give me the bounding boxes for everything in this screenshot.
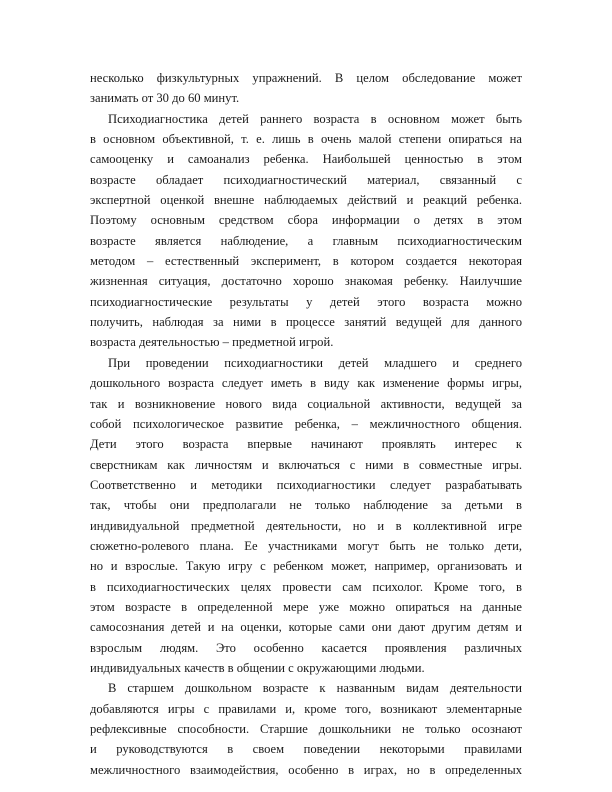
text-line: Соответственно и методики психодиагностики следует разрабатывать	[90, 477, 522, 492]
text-line: дошкольного возраста следует иметь в виду как изменение формы игры,	[90, 376, 522, 391]
text-line: самосознания детей и на оценки, которые сами они дают другим детям и	[90, 620, 522, 635]
text-line: в основном объективной, т. е. лишь в очень малой степени опираться на	[90, 132, 522, 147]
text-line: собой психологическое развитие ребенка, – межличностного общения.	[90, 416, 522, 431]
text-line: возраста деятельностью – предметной игрой.	[90, 335, 334, 350]
text-line: получить, наблюдая за ними в процессе занятий ведущей для данного	[90, 315, 522, 330]
text-line: жизненная ситуация, достаточно хорошо знакомая ребенку. Наилучшие	[90, 274, 522, 289]
paragraph-4	[90, 678, 522, 780]
text-line: несколько физкультурных упражнений. В целом обследование может	[90, 71, 522, 85]
body-text	[90, 68, 522, 780]
text-line: сюжетно-ролевого плана. Ее участниками могут быть не только дети,	[90, 538, 522, 553]
text-line: психодиагностические результаты у детей этого возраста можно	[90, 294, 522, 309]
text-line: так, чтобы они предполагали не только наблюдение за детьми в	[90, 498, 522, 513]
text-line: Дети этого возраста впервые начинают проявлять интерес к	[90, 437, 522, 452]
text-line: взрослым людям. Это особенно касается проявления различных	[90, 640, 522, 655]
text-line: В старшем дошкольном возрасте к названным видам деятельности	[108, 681, 522, 696]
text-line: При проведении психодиагностики детей младшего и среднего	[108, 355, 522, 370]
text-line: и руководствуются в своем поведении некоторыми правилами	[90, 742, 522, 757]
text-line: возрасте является наблюдение, а главным психодиагностическим	[90, 233, 522, 248]
paragraph-3	[90, 353, 522, 679]
text-line: методом – естественный эксперимент, в котором создается некоторая	[90, 254, 522, 269]
text-line: возрасте обладает психодиагностический материал, связанный с	[90, 172, 522, 187]
text-line: этом возрасте в определенной мере уже можно опираться на данные	[90, 599, 522, 614]
text-line: индивидуальных качеств в общении с окружающими людьми.	[90, 660, 425, 675]
text-line: рефлексивные способности. Старшие дошкольники не только осознают	[90, 722, 522, 736]
paragraph-2	[90, 109, 522, 353]
text-line: межличностного взаимодействия, особенно в играх, но в определенных	[90, 762, 522, 777]
text-line: занимать от 30 до 60 минут.	[90, 91, 240, 106]
text-line: сверстникам как личностям и включаться с ними в совместные игры.	[90, 457, 522, 472]
text-line: Психодиагностика детей раннего возраста в основном может быть	[108, 111, 522, 126]
text-line: Поэтому основным средством сбора информации о детях в этом	[90, 213, 522, 228]
text-line: индивидуальной предметной деятельности, но и в коллективной игре	[90, 518, 522, 533]
text-line: экспертной оценкой внешне наблюдаемых действий и реакций ребенка.	[90, 193, 522, 208]
text-line: самооценку и самоанализ ребенка. Наибольшей ценностью в этом	[90, 152, 522, 167]
text-line: так и возникновение нового вида социальной активности, ведущей за	[90, 396, 522, 411]
paragraph-1	[90, 68, 522, 109]
text-line: но и взрослые. Такую игру с ребенком может, например, организовать и	[90, 559, 522, 574]
text-line: добавляются игры с правилами и, кроме того, возникают элементарные	[90, 701, 522, 716]
text-line: в психодиагностических целях провести сам психолог. Кроме того, в	[90, 579, 522, 594]
